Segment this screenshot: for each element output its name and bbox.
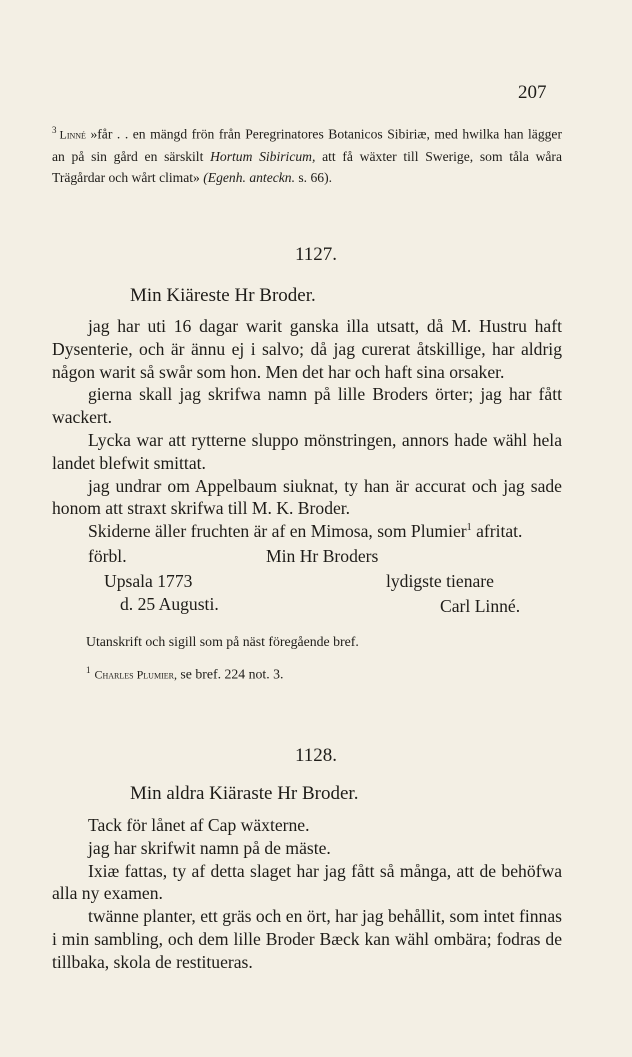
paragraph: jag undrar om Appelbaum siuknat, ty han är accurat och jag sade honom att straxt skrifwa till M. K. Broder. <box>52 475 562 519</box>
closing: Min Hr Broders <box>266 546 379 566</box>
letter-number-1127: 1127. <box>294 244 338 265</box>
paragraph-text-end: afritat. <box>476 521 523 542</box>
paragraph: Tack för lånet af Cap wäxterne. <box>88 815 310 835</box>
salutation-1128: Min aldra Kiäraste Hr Broder. <box>130 783 359 804</box>
address-note: Utanskrift och sigill som på näst föregående bref. <box>86 634 359 649</box>
footnote-marker: 3 <box>52 125 57 135</box>
paragraph: Lycka war att rytterne sluppo mönstringen, annors hade wähl hela landet blefwit smittat. <box>52 429 562 473</box>
footnote-text-b: att få wäxter till Swerige, som tåla wåra Trägårdar och wårt climat» <box>52 148 562 186</box>
footnote-italic-b: (Egenh. anteckn. <box>203 170 295 186</box>
signature: Carl Linné. <box>440 596 521 616</box>
footnote-author: Linné <box>59 127 86 142</box>
date: d. 25 Augusti. <box>120 594 219 614</box>
letter-number-1128: 1128. <box>294 745 338 766</box>
footnote-text-c: s. 66). <box>298 170 332 186</box>
footnote-1127 <box>86 660 284 685</box>
place-year: Upsala 1773 <box>104 571 193 591</box>
footnote-name: Charles Plumier, <box>94 667 177 682</box>
footnote-italic-a: Hortum Sibiricum, <box>210 148 316 164</box>
letter-body-1128 <box>52 814 562 974</box>
footnote-text-a: »får . . en mängd frön från Peregrinatores Botanicos Sibiriæ, med hwilka han lägger an på sin gård en särskilt <box>52 126 562 164</box>
paragraph: Ixiæ fattas, ty af detta slaget har jag fått så många, att de behöfwa alla ny examen. <box>52 860 562 904</box>
paragraph: jag har skrifwit namn på de mäste. <box>88 837 331 858</box>
paragraph: jag har uti 16 dagar warit ganska illa utsatt, då M. Hustru haft Dysenterie, och är ännu ej i salvo; då jag curerat åtskillige, har aldrig någon warit så swår som hon. Men det har och haft sina orsaker. <box>52 316 562 382</box>
footnote-text: se bref. 224 not. 3. <box>180 666 284 682</box>
servant: lydigste tienare <box>386 571 494 591</box>
paragraph <box>52 520 562 543</box>
paragraph-text: Skiderne äller fruchten är af en Mimosa, som Plumier <box>88 521 467 542</box>
salutation-1127: Min Kiäreste Hr Broder. <box>130 285 316 306</box>
page-number: 207 <box>518 82 547 103</box>
forbl: förbl. <box>88 546 127 566</box>
footnote-ref: 1 <box>466 522 472 534</box>
footnote-top <box>52 120 562 189</box>
footnote-marker: 1 <box>86 665 91 675</box>
letter-body-1127 <box>52 315 562 543</box>
paragraph: twänne planter, ett gräs och en ört, har jag behållit, som intet finnas i min sambling, och dem lille Broder Bæck kan wähl ombära; fodras de tillbaka, skola de restitueras. <box>52 906 562 972</box>
paragraph: gierna skall jag skrifwa namn på lille Broders örter; jag har fått wackert. <box>52 384 562 428</box>
